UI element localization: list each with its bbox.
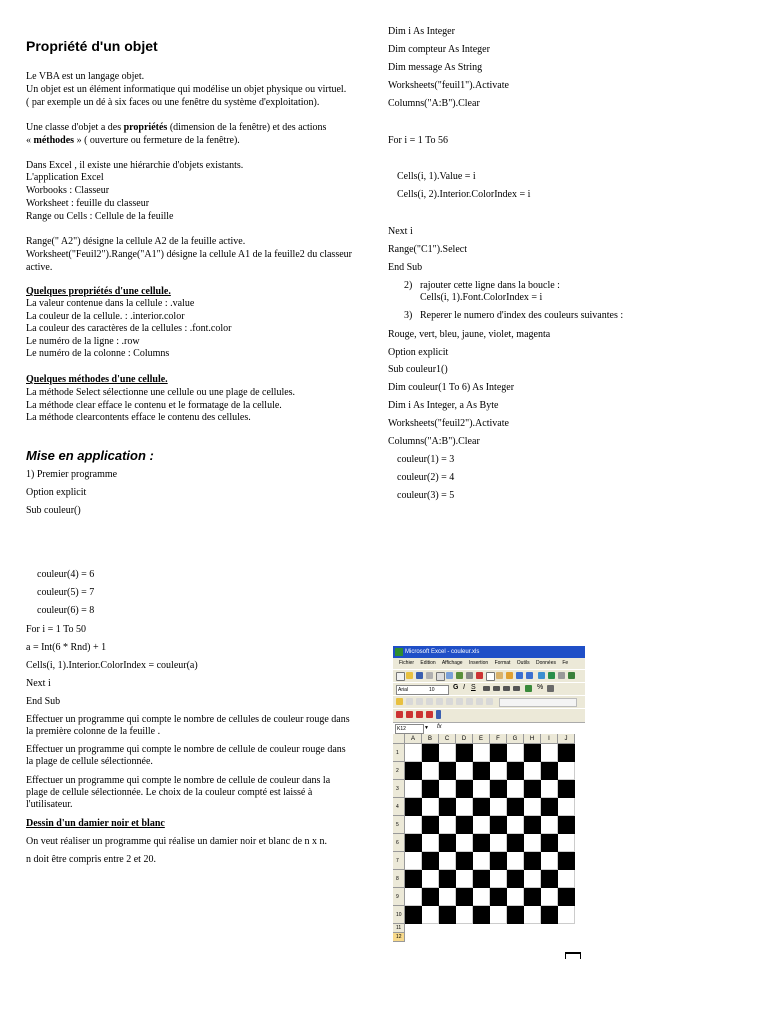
black-cell[interactable] — [422, 744, 439, 762]
percent-icon[interactable]: % — [537, 684, 544, 691]
research-icon[interactable] — [466, 672, 473, 679]
undo-icon[interactable] — [516, 672, 523, 679]
props-line-1: La valeur contenue dans la cellule : .value — [26, 298, 195, 309]
italic-icon[interactable]: I — [463, 684, 465, 691]
black-cell[interactable] — [473, 870, 490, 888]
save-icon[interactable] — [416, 672, 423, 679]
black-cell[interactable] — [439, 834, 456, 852]
review-icon-5[interactable] — [436, 698, 443, 705]
excel-logo-icon — [395, 648, 403, 656]
black-cell[interactable] — [507, 834, 524, 852]
exercise-1-line-1: Effectuer un programme qui compte le nombre de cellules de couleur rouge dans — [26, 714, 350, 725]
white-cell[interactable] — [422, 870, 439, 888]
currency-icon[interactable] — [525, 685, 532, 692]
white-cell[interactable] — [439, 816, 456, 834]
redo-icon[interactable] — [526, 672, 533, 679]
column-header-E[interactable]: E — [473, 734, 490, 744]
exercise-3-line-2: plage de cellule sélectionnée. Le choix de la couleur compté est laissé à — [26, 787, 313, 798]
white-cell[interactable] — [490, 906, 507, 924]
white-cell[interactable] — [456, 762, 473, 780]
black-cell[interactable] — [422, 780, 439, 798]
white-cell[interactable] — [422, 762, 439, 780]
code2-line-1: couleur(4) = 6 — [37, 569, 95, 580]
black-cell[interactable] — [473, 798, 490, 816]
select-all-corner[interactable] — [393, 734, 405, 744]
code2-line-3: couleur(6) = 8 — [37, 605, 95, 616]
code-line-dim-message: Dim message As String — [388, 62, 483, 73]
merge-center-icon[interactable] — [513, 686, 520, 691]
exercise-2-line-1: Effectuer un programme qui compte le nombre de cellule de couleur rouge dans — [26, 744, 346, 755]
white-cell[interactable] — [490, 762, 507, 780]
app-line-1: 1) Premier programme — [26, 469, 118, 480]
row-header-4[interactable]: 4 — [393, 798, 405, 816]
comma-style-icon[interactable] — [547, 685, 554, 692]
row-header-11[interactable]: 11 — [393, 924, 405, 933]
white-cell[interactable] — [456, 870, 473, 888]
classe-text-d: « — [26, 135, 34, 146]
white-cell[interactable] — [490, 834, 507, 852]
bold-icon[interactable]: G — [453, 684, 459, 691]
black-cell[interactable] — [456, 888, 473, 906]
app-line-2: Option explicit — [26, 487, 87, 498]
black-cell[interactable] — [507, 798, 524, 816]
fx-icon[interactable]: fx — [437, 724, 442, 730]
black-cell[interactable] — [439, 906, 456, 924]
permission-icon[interactable] — [426, 672, 433, 679]
exercise-2-line-2: la plage de cellule sélectionnée. — [26, 756, 153, 767]
methods-line-3: La méthode clearcontents efface le contenu des cellules. — [26, 412, 251, 423]
black-cell[interactable] — [558, 816, 575, 834]
standard-toolbar — [393, 669, 585, 683]
code-line-for: For i = 1 To 56 — [388, 135, 449, 146]
black-cell[interactable] — [507, 762, 524, 780]
props-line-4: Le numéro de la ligne : .row — [26, 336, 140, 347]
sort-icon[interactable] — [558, 672, 565, 679]
menu-insertion[interactable]: Insertion — [468, 660, 489, 666]
white-cell[interactable] — [490, 798, 507, 816]
namebox-dropdown-icon[interactable]: ▼ — [424, 725, 429, 731]
black-cell[interactable] — [541, 762, 558, 780]
step-3-text: Reperer le numero d'index des couleurs suivantes : — [420, 310, 624, 321]
props-line-3: La couleur des caractères de la cellules : .font.color — [26, 323, 232, 334]
black-cell[interactable] — [524, 888, 541, 906]
classe-text-f: » ( ouverture ou fermeture de la fenêtre). — [74, 135, 240, 146]
column-header-F[interactable]: F — [490, 734, 507, 744]
code2-line-2: couleur(5) = 7 — [37, 587, 95, 598]
code-line-activate-2: Worksheets("feuil2").Activate — [388, 418, 509, 429]
code2-line-6: Cells(i, 1).Interior.ColorIndex = couleur(a) — [26, 660, 198, 671]
white-cell[interactable] — [558, 798, 575, 816]
white-cell[interactable] — [507, 780, 524, 798]
sheet-scroll-handle[interactable] — [565, 952, 581, 959]
menu-fichier[interactable]: Fichier — [399, 660, 415, 666]
forms-icon-3[interactable] — [416, 711, 423, 718]
white-cell[interactable] — [439, 780, 456, 798]
black-cell[interactable] — [490, 744, 507, 762]
font-select[interactable] — [396, 685, 449, 695]
black-cell[interactable] — [439, 762, 456, 780]
black-cell[interactable] — [524, 852, 541, 870]
column-header-J[interactable]: J — [558, 734, 575, 744]
exercise-3-line-3: l'utilisateur. — [26, 799, 73, 810]
hier-line-3: Worbooks : Classeur — [26, 185, 110, 196]
black-cell[interactable] — [558, 744, 575, 762]
black-cell[interactable] — [422, 888, 439, 906]
black-cell[interactable] — [456, 816, 473, 834]
column-header-D[interactable]: D — [456, 734, 473, 744]
white-cell[interactable] — [507, 744, 524, 762]
white-cell[interactable] — [507, 816, 524, 834]
black-cell[interactable] — [473, 762, 490, 780]
excel-window — [393, 646, 585, 964]
black-cell[interactable] — [422, 852, 439, 870]
align-center-icon[interactable] — [493, 686, 500, 691]
black-cell[interactable] — [405, 798, 422, 816]
classe-keyword-proprietes: propriétés — [123, 122, 168, 133]
white-cell[interactable] — [524, 906, 541, 924]
black-cell[interactable] — [490, 780, 507, 798]
black-cell[interactable] — [405, 762, 422, 780]
code-line-clear-2: Columns("A:B").Clear — [388, 436, 480, 447]
white-cell[interactable] — [558, 834, 575, 852]
row-header-6[interactable]: 6 — [393, 834, 405, 852]
white-cell[interactable] — [541, 816, 558, 834]
review-icon-8[interactable] — [466, 698, 473, 705]
row-header-9[interactable]: 9 — [393, 888, 405, 906]
code-line-endsub: End Sub — [388, 262, 423, 273]
code-line-dim-i: Dim i As Integer — [388, 26, 455, 37]
forms-icon-2[interactable] — [406, 711, 413, 718]
code2-line-5: a = Int(6 * Rnd) + 1 — [26, 642, 107, 653]
white-cell[interactable] — [473, 888, 490, 906]
damier-line-2: n doit être compris entre 2 et 20. — [26, 854, 156, 865]
black-cell[interactable] — [422, 816, 439, 834]
white-cell[interactable] — [473, 780, 490, 798]
hyperlink-icon[interactable] — [538, 672, 545, 679]
paste-icon[interactable] — [496, 672, 503, 679]
code-line-couleur-1: couleur(1) = 3 — [397, 454, 455, 465]
copy-icon[interactable] — [486, 672, 495, 681]
damier-heading: Dessin d'un damier noir et blanc — [26, 818, 165, 829]
column-header-I[interactable]: I — [541, 734, 558, 744]
white-cell[interactable] — [524, 834, 541, 852]
range-line-1: Range(" A2") désigne la cellule A2 de la feuille active. — [26, 236, 246, 247]
exercise-1-line-2: la première colonne de la feuille . — [26, 726, 161, 737]
classe-line-2 — [26, 135, 240, 147]
white-cell[interactable] — [405, 888, 422, 906]
hier-line-2: L'application Excel — [26, 172, 104, 183]
code-line-colorindex: Cells(i, 2).Interior.ColorIndex = i — [397, 189, 531, 200]
white-cell[interactable] — [473, 852, 490, 870]
review-icon-7[interactable] — [456, 698, 463, 705]
review-icon-9[interactable] — [476, 698, 483, 705]
review-icon-6[interactable] — [446, 698, 453, 705]
white-cell[interactable] — [507, 888, 524, 906]
menu-format[interactable]: Format — [494, 660, 511, 666]
column-header-H[interactable]: H — [524, 734, 541, 744]
classe-keyword-methodes: méthodes — [33, 135, 75, 146]
white-cell[interactable] — [473, 816, 490, 834]
code-line-sub: Sub couleur1() — [388, 364, 448, 375]
row-header-5[interactable]: 5 — [393, 816, 405, 834]
row-header-8[interactable]: 8 — [393, 870, 405, 888]
code-line-select: Range("C1").Select — [388, 244, 467, 255]
white-cell[interactable] — [541, 744, 558, 762]
white-cell[interactable] — [541, 780, 558, 798]
review-reply-field[interactable] — [499, 698, 577, 707]
name-box[interactable]: K12 — [395, 724, 424, 734]
white-cell[interactable] — [558, 762, 575, 780]
props-line-5: Le numéro de la colonne : Columns — [26, 348, 170, 359]
white-cell[interactable] — [507, 852, 524, 870]
underline-icon[interactable]: S — [471, 684, 476, 691]
step-2-number: 2) — [404, 280, 413, 291]
cut-icon[interactable] — [476, 672, 483, 679]
column-header-G[interactable]: G — [507, 734, 524, 744]
review-icon-4[interactable] — [426, 698, 433, 705]
black-cell[interactable] — [541, 798, 558, 816]
black-cell[interactable] — [490, 816, 507, 834]
white-cell[interactable] — [405, 852, 422, 870]
menu-donnees[interactable]: Données — [535, 660, 556, 666]
format-painter-icon[interactable] — [506, 672, 513, 679]
black-cell[interactable] — [405, 906, 422, 924]
black-cell[interactable] — [558, 852, 575, 870]
black-cell[interactable] — [558, 780, 575, 798]
align-right-icon[interactable] — [503, 686, 510, 691]
black-cell[interactable] — [524, 780, 541, 798]
menu-edition[interactable]: Edition — [420, 660, 436, 666]
white-cell[interactable] — [541, 852, 558, 870]
black-cell[interactable] — [456, 780, 473, 798]
row-header-10[interactable]: 10 — [393, 906, 405, 924]
methods-line-1: La méthode Select sélectionne une cellule ou une plage de cellules. — [26, 387, 296, 398]
white-cell[interactable] — [439, 888, 456, 906]
props-heading: Quelques propriétés d'une cellule. — [26, 286, 171, 297]
review-icon-1[interactable] — [396, 698, 403, 705]
code2-line-7: Next i — [26, 678, 51, 689]
forms-icon-1[interactable] — [396, 711, 403, 718]
step-3-number: 3) — [404, 310, 413, 321]
review-icon-3[interactable] — [416, 698, 423, 705]
hier-line-4: Worksheet : feuille du classeur — [26, 198, 150, 209]
column-header-B[interactable]: B — [422, 734, 439, 744]
code-line-next: Next i — [388, 226, 413, 237]
code-line-dim-couleur: Dim couleur(1 To 6) As Integer — [388, 382, 515, 393]
exercise-3-line-1: Effectuer un programme qui compte le nombre de cellule de couleur dans la — [26, 775, 331, 786]
black-cell[interactable] — [473, 834, 490, 852]
white-cell[interactable] — [422, 906, 439, 924]
row-header-3[interactable]: 3 — [393, 780, 405, 798]
white-cell[interactable] — [456, 834, 473, 852]
white-cell[interactable] — [524, 798, 541, 816]
hier-line-5: Range ou Cells : Cellule de la feuille — [26, 211, 174, 222]
forms-toolbar — [393, 708, 585, 722]
white-cell[interactable] — [405, 816, 422, 834]
page-title: Propriété d'un objet — [26, 38, 158, 54]
black-cell[interactable] — [541, 906, 558, 924]
methods-heading: Quelques méthodes d'une cellule. — [26, 374, 168, 385]
review-icon-10[interactable] — [486, 698, 493, 705]
code2-line-8: End Sub — [26, 696, 61, 707]
white-cell[interactable] — [490, 870, 507, 888]
format-toolbar — [393, 682, 585, 696]
black-cell[interactable] — [558, 888, 575, 906]
black-cell[interactable] — [524, 744, 541, 762]
white-cell[interactable] — [541, 888, 558, 906]
white-cell[interactable] — [473, 744, 490, 762]
code-line-couleur-2: couleur(2) = 4 — [397, 472, 455, 483]
white-cell[interactable] — [524, 870, 541, 888]
preview-icon[interactable] — [446, 672, 453, 679]
excel-menubar — [393, 658, 585, 669]
print-icon[interactable] — [436, 672, 445, 681]
black-cell[interactable] — [524, 816, 541, 834]
spelling-icon[interactable] — [456, 672, 463, 679]
row-header-2[interactable]: 2 — [393, 762, 405, 780]
code-line-value: Cells(i, 1).Value = i — [397, 171, 476, 182]
code-line-clear: Columns("A:B").Clear — [388, 98, 480, 109]
black-cell[interactable] — [473, 906, 490, 924]
white-cell[interactable] — [422, 834, 439, 852]
colors-list: Rouge, vert, bleu, jaune, violet, magenta — [388, 329, 551, 340]
white-cell[interactable] — [456, 906, 473, 924]
code-line-dim-ia: Dim i As Integer, a As Byte — [388, 400, 499, 411]
white-cell[interactable] — [558, 906, 575, 924]
hier-line-1: Dans Excel , il existe une hiérarchie d'objets existants. — [26, 160, 244, 171]
step-2-text: rajouter cette ligne dans la boucle : — [420, 280, 560, 291]
menu-outils[interactable]: Outils — [516, 660, 530, 666]
black-cell[interactable] — [541, 834, 558, 852]
classe-line-1 — [26, 122, 326, 134]
black-cell[interactable] — [456, 744, 473, 762]
forms-icon-5[interactable] — [436, 710, 441, 719]
black-cell[interactable] — [541, 870, 558, 888]
menu-affichage[interactable]: Affichage — [441, 660, 463, 666]
review-icon-2[interactable] — [406, 698, 413, 705]
application-heading: Mise en application : — [26, 448, 154, 463]
white-cell[interactable] — [422, 798, 439, 816]
classe-text-a: Une classe d'objet a des — [26, 122, 124, 133]
black-cell[interactable] — [490, 888, 507, 906]
row-header-1[interactable]: 1 — [393, 744, 405, 762]
code2-line-4: For i = 1 To 50 — [26, 624, 87, 635]
black-cell[interactable] — [439, 870, 456, 888]
code-line-option: Option explicit — [388, 347, 449, 358]
new-icon[interactable] — [396, 672, 405, 681]
column-header-A[interactable]: A — [405, 734, 422, 744]
font-name: Arial — [398, 687, 409, 693]
column-header-C[interactable]: C — [439, 734, 456, 744]
methods-line-2: La méthode clear efface le contenu et le formatage de la cellule. — [26, 400, 282, 411]
code-line-couleur-3: couleur(3) = 5 — [397, 490, 455, 501]
black-cell[interactable] — [507, 870, 524, 888]
align-left-icon[interactable] — [483, 686, 490, 691]
font-size: 10 — [429, 687, 435, 693]
intro-line-2: Un objet est un élément informatique qui modélise un objet physique ou virtuel. — [26, 84, 347, 95]
menu-fenetre[interactable]: Fe — [562, 660, 569, 666]
white-cell[interactable] — [524, 762, 541, 780]
range-line-2: Worksheet("Feuil2").Range("A1") désigne la cellule A1 de la feuille2 du classeur — [26, 249, 352, 260]
step-2-code: Cells(i, 1).Font.ColorIndex = i — [420, 292, 543, 303]
formula-bar — [393, 722, 585, 734]
black-cell[interactable] — [507, 906, 524, 924]
excel-titlebar — [393, 646, 585, 658]
code-line-dim-compteur: Dim compteur As Integer — [388, 44, 490, 55]
row-header-12[interactable]: 12 — [393, 933, 405, 942]
props-line-2: La couleur de la cellule. : .interior.color — [26, 311, 185, 322]
black-cell[interactable] — [405, 834, 422, 852]
intro-line-3: ( par exemple un dé à six faces ou une fenêtre du système d'exploitation). — [26, 97, 320, 108]
black-cell[interactable] — [490, 852, 507, 870]
white-cell[interactable] — [405, 780, 422, 798]
row-header-7[interactable]: 7 — [393, 852, 405, 870]
code-line-activate: Worksheets("feuil1").Activate — [388, 80, 509, 91]
black-cell[interactable] — [456, 852, 473, 870]
excel-title: Microsoft Excel - couleur.xls — [405, 649, 480, 655]
damier-line-1: On veut réaliser un programme qui réalise un damier noir et blanc de n x n. — [26, 836, 328, 847]
forms-icon-4[interactable] — [426, 711, 433, 718]
white-cell[interactable] — [439, 852, 456, 870]
intro-line-1: Le VBA est un langage objet. — [26, 71, 145, 82]
open-icon[interactable] — [406, 672, 413, 679]
white-cell[interactable] — [558, 870, 575, 888]
autosum-icon[interactable] — [548, 672, 555, 679]
range-line-3: active. — [26, 262, 53, 273]
black-cell[interactable] — [439, 798, 456, 816]
chart-wizard-icon[interactable] — [568, 672, 575, 679]
app-line-3: Sub couleur() — [26, 505, 81, 516]
black-cell[interactable] — [405, 870, 422, 888]
white-cell[interactable] — [456, 798, 473, 816]
classe-text-c: (dimension de la fenêtre) et des actions — [167, 122, 327, 133]
review-toolbar — [393, 695, 585, 709]
white-cell[interactable] — [439, 744, 456, 762]
white-cell[interactable] — [405, 744, 422, 762]
